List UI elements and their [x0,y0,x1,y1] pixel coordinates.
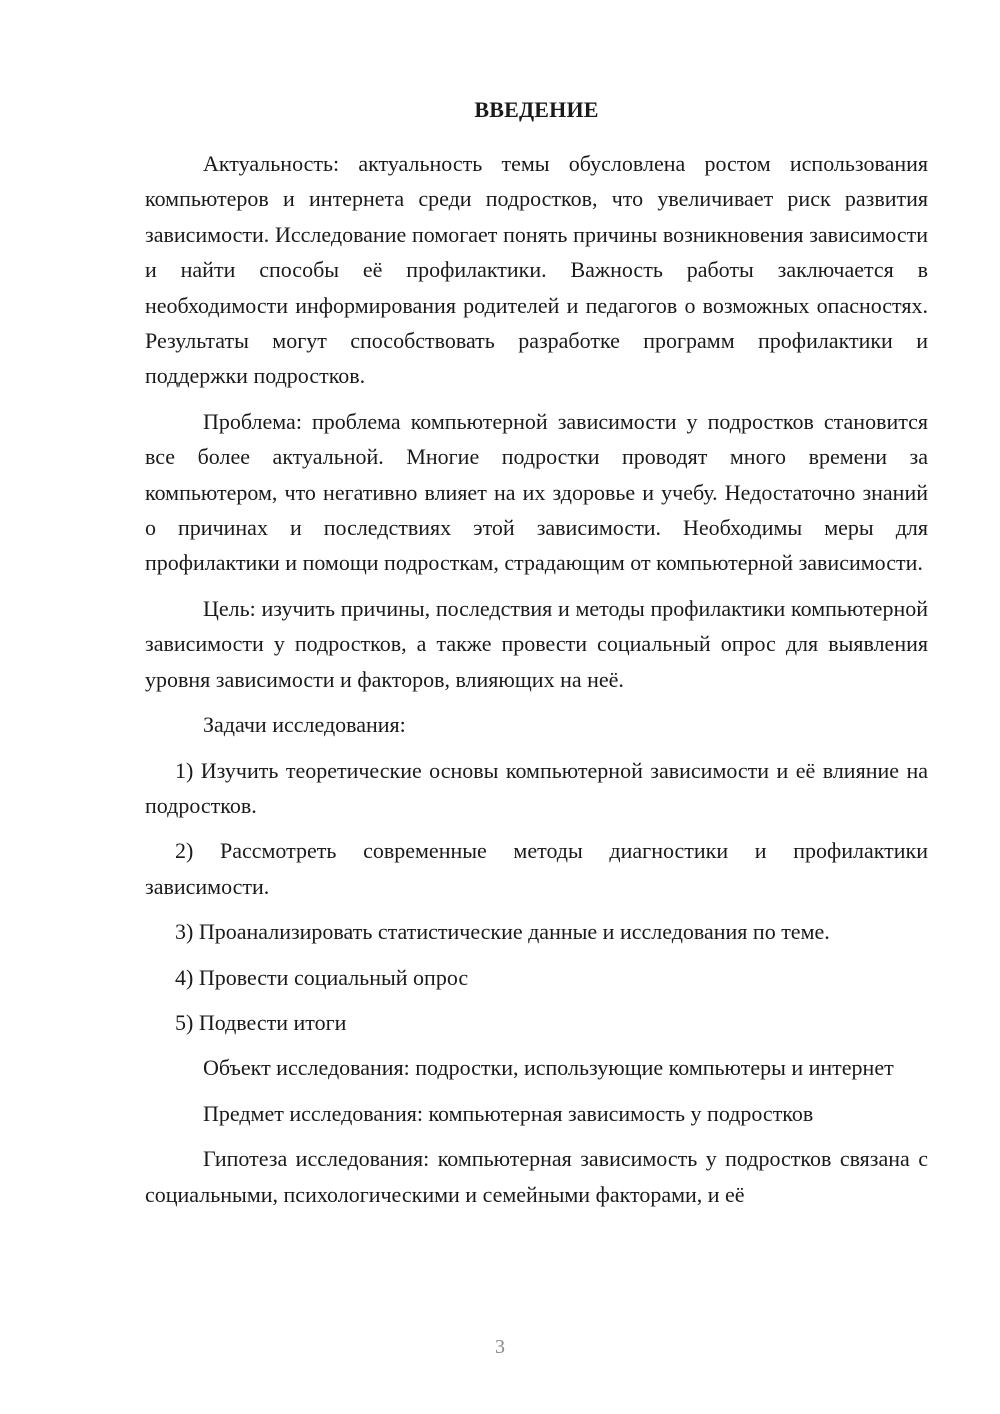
document-page [145,94,928,1222]
tasks-title: Задачи исследования: [203,712,406,738]
problem-paragraph: Проблема: проблема компьютерной зависимости у подростков становится все более актуальной. Многие подростки проводят много времени за компьютером, что негативно влияет на их здоровье и учебу. Недостаточно знаний о причинах и последствиях этой зависимости. Необходимы меры для профилактики и помощи подросткам, страдающим от компьютерной зависимости. [145,408,928,576]
subject-paragraph: Предмет исследования: компьютерная зависимость у подростков [203,1100,814,1126]
task-item-1: 1) Изучить теоретические основы компьютерной зависимости и её влияние на подростков. [145,757,928,818]
relevance-paragraph: Актуальность: актуальность темы обусловлена ростом использования компьютеров и интернета среди подростков, что увеличивает риск развития зависимости. Исследование помогает понять причины возникновения зависимости и найти способы её профилактики. Важность работы заключается в необходимости информирования родителей и педагогов о возможных опасностях. Результаты могут способствовать разработке программ профилактики и поддержки подростков. [145,151,928,389]
object-paragraph: Объект исследования: подростки, использующие компьютеры и интернет [203,1055,894,1081]
task-item-2: 2) Рассмотреть современные методы диагностики и профилактики зависимости. [145,838,928,899]
task-item-3: 3) Проанализировать статистические данные и исследования по теме. [175,919,830,945]
task-item-4: 4) Провести социальный опрос [175,964,469,990]
hypothesis-paragraph: Гипотеза исследования: компьютерная зависимость у подростков связана с социальными, психологическими и семейными факторами, и её [145,1146,928,1207]
page-number: 3 [495,1336,505,1358]
task-item-5: 5) Подвести итоги [175,1009,347,1035]
goal-paragraph: Цель: изучить причины, последствия и методы профилактики компьютерной зависимости у подростков, а также провести социальный опрос для выявления уровня зависимости и факторов, влияющих на неё. [145,595,928,692]
section-heading: ВВЕДЕНИЕ [474,97,599,122]
